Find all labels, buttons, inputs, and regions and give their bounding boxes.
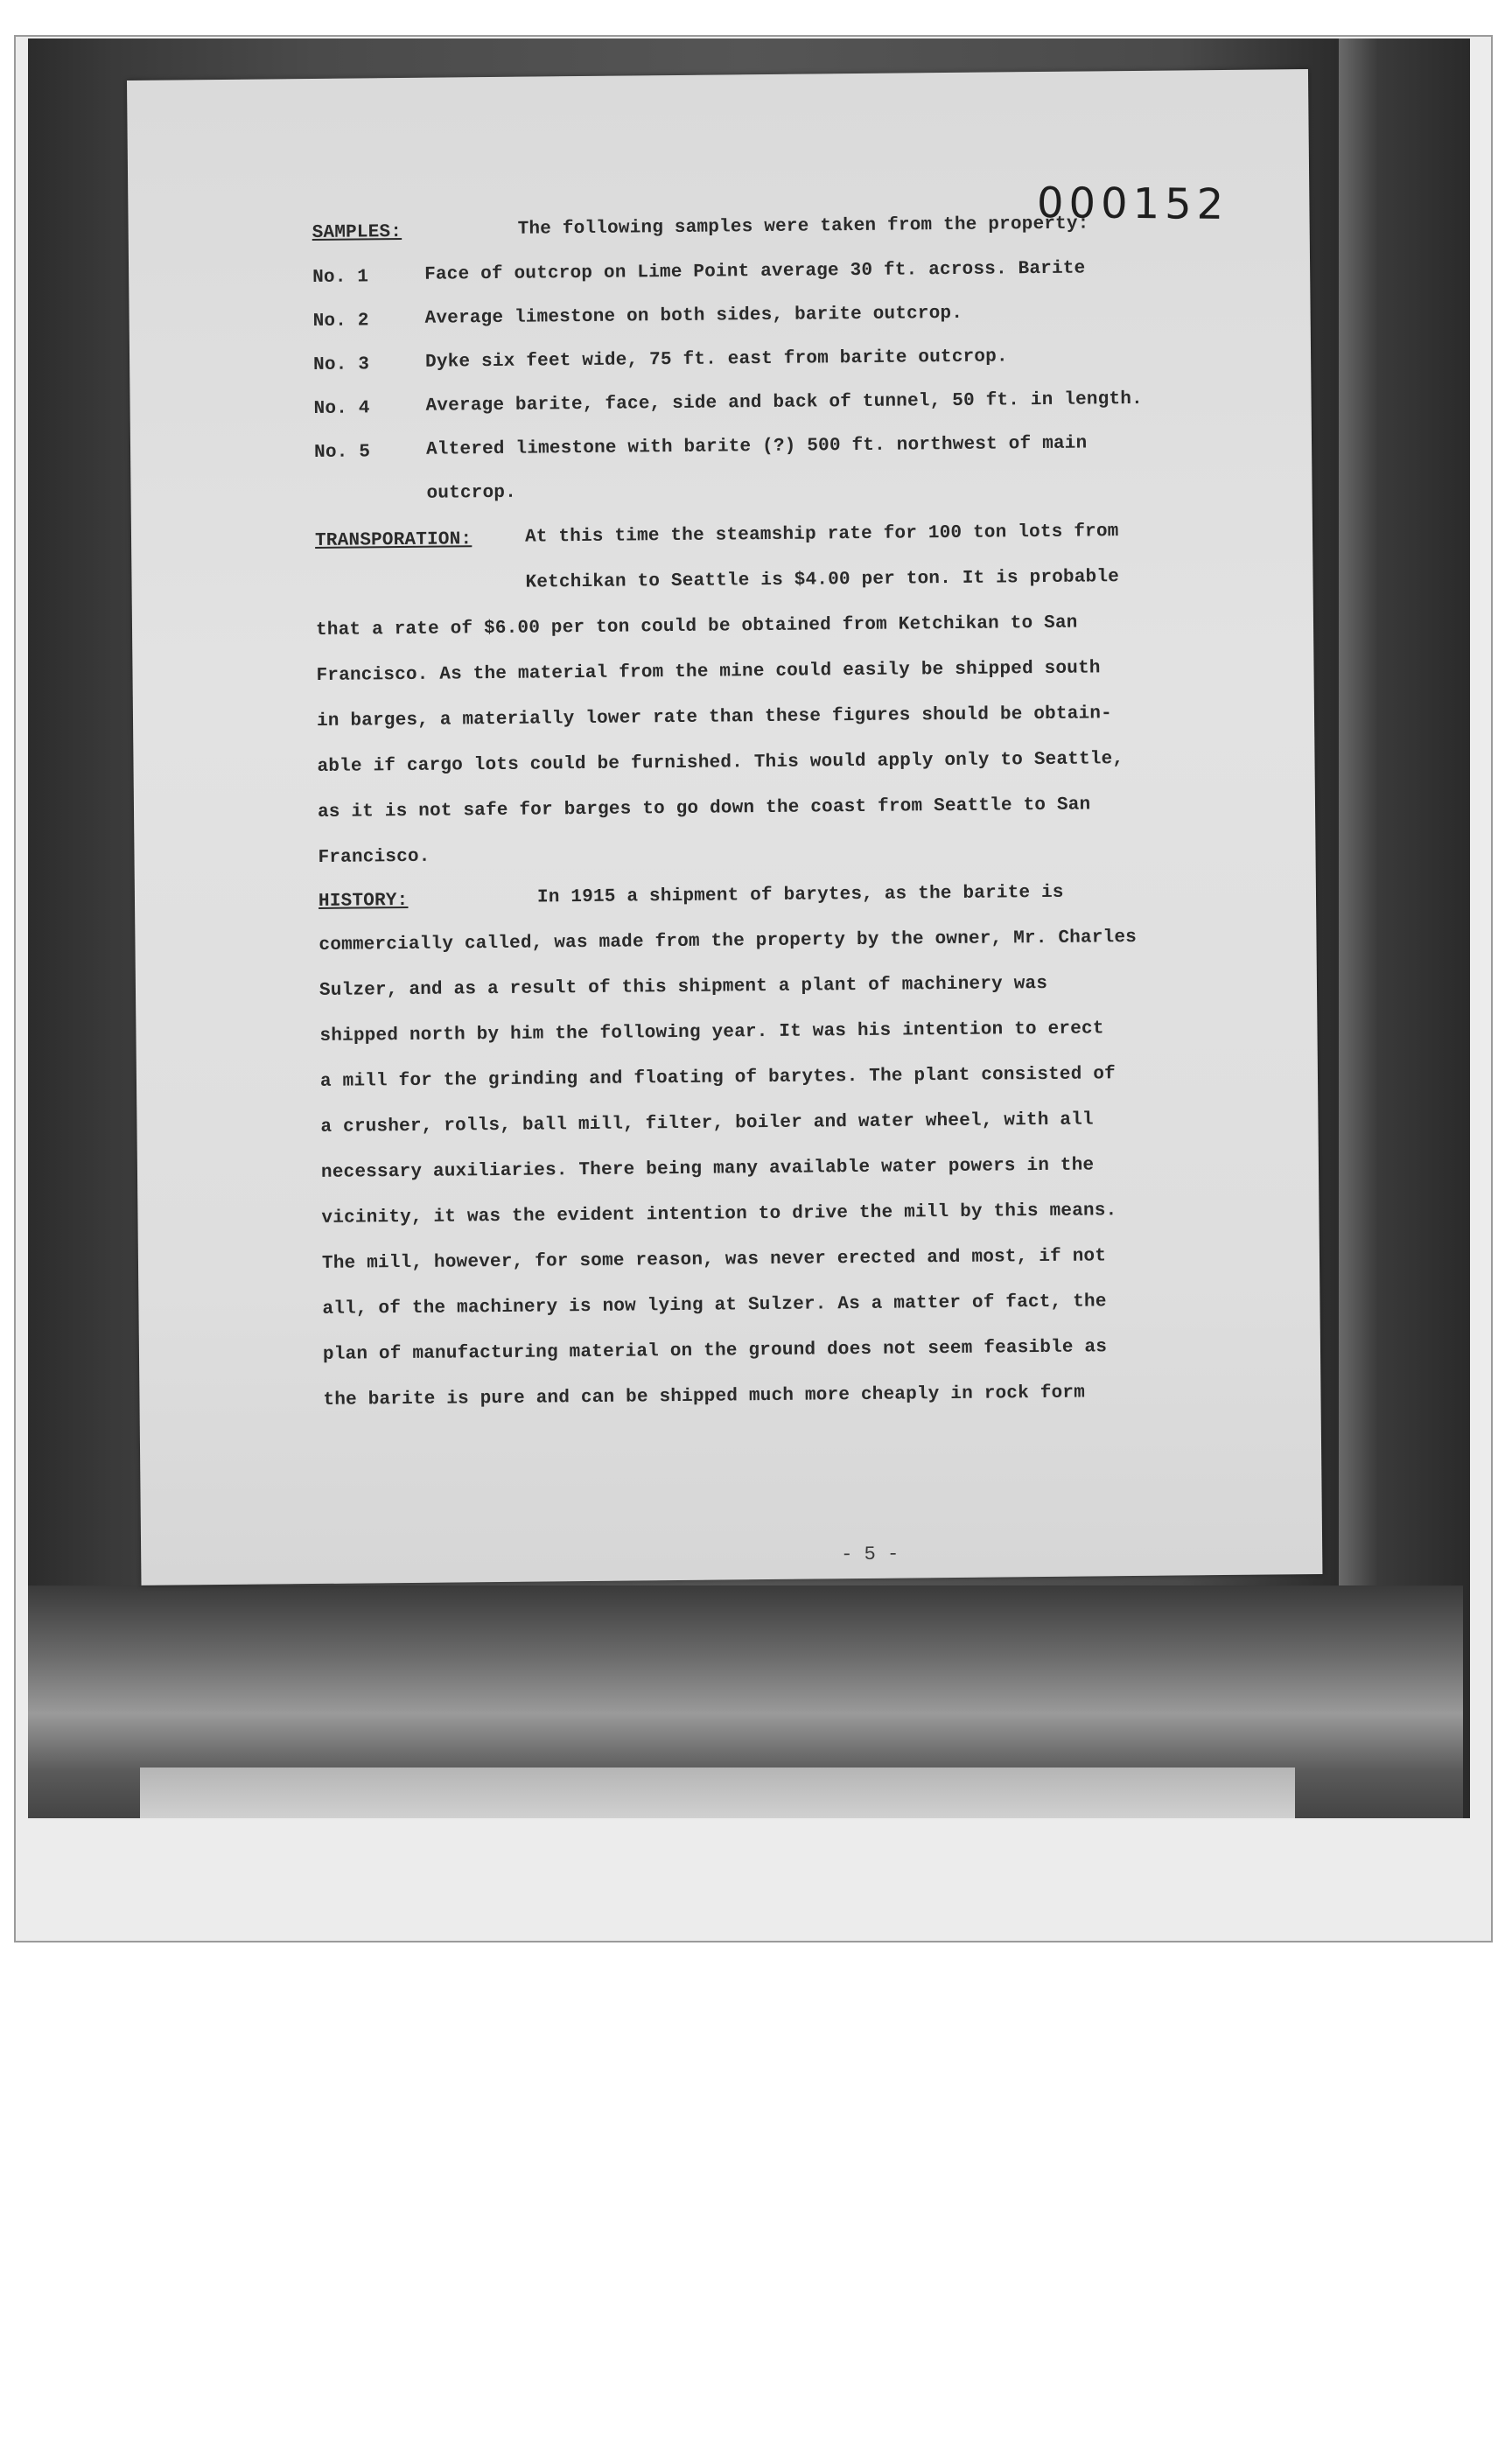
transportation-heading: TRANSPORATION:	[314, 529, 472, 551]
transportation-line-7: as it is not safe for barges to go down the coast from Seattle to San	[317, 794, 1091, 822]
typed-page	[127, 69, 1322, 1586]
history-line-9: The mill, however, for some reason, was never erected and most, if not	[321, 1246, 1107, 1274]
history-line-12: the barite is pure and can be shipped much more cheaply in rock form	[323, 1382, 1086, 1410]
sample-label-5: No. 5	[313, 442, 371, 463]
transportation-line-3: that a rate of $6.00 per ton could be obtained from Ketchikan to San	[315, 612, 1078, 640]
sample-label-4: No. 4	[313, 398, 370, 419]
transportation-line-4: Francisco. As the material from the mine could easily be shipped south	[316, 658, 1101, 686]
transportation-line-1: At this time the steamship rate for 100 ton lots from	[524, 522, 1119, 548]
history-line-11: plan of manufacturing material on the ground does not seem feasible as	[322, 1337, 1108, 1365]
history-line-5: a mill for the grinding and floating of barytes. The plant consisted of	[319, 1064, 1116, 1092]
sample-text-2: Average limestone on both sides, barite outcrop.	[424, 303, 963, 329]
transportation-line-2: Ketchikan to Seattle is $4.00 per ton. It is probable	[525, 567, 1120, 593]
transportation-line-6: able if cargo lots could be furnished. This would apply only to Seattle,	[317, 749, 1124, 777]
page-number: - 5 -	[841, 1543, 900, 1566]
archive-stamp-number: 000152	[1036, 178, 1229, 229]
history-line-3: Sulzer, and as a result of this shipment a plant of machinery was	[318, 973, 1048, 1001]
sample-text-5: Altered limestone with barite (?) 500 ft. northwest of main	[425, 433, 1088, 460]
sample-label-1: No. 1	[312, 267, 369, 288]
transportation-line-8: Francisco.	[318, 846, 430, 868]
sample-text-3: Dyke six feet wide, 75 ft. east from barite outcrop.	[424, 346, 1008, 373]
sample-label-2: No. 2	[312, 311, 369, 332]
history-line-2: commercially called, was made from the property by the owner, Mr. Charles	[318, 927, 1138, 956]
sample-text-1: Face of outcrop on Lime Point average 30 ft. across. Barite	[424, 258, 1086, 285]
history-line-7: necessary auxiliaries. There being many available water powers in the	[320, 1155, 1095, 1183]
history-heading: HISTORY:	[318, 890, 409, 912]
samples-intro: The following samples were taken from the property:	[517, 214, 1089, 240]
history-line-6: a crusher, rolls, ball mill, filter, boiler and water wheel, with all	[320, 1110, 1094, 1138]
samples-heading: SAMPLES:	[312, 221, 402, 243]
history-line-4: shipped north by him the following year. It was his intention to erect	[319, 1018, 1104, 1046]
scan-backdrop-right-edge	[1339, 38, 1470, 1818]
history-line-1: In 1915 a shipment of barytes, as the barite is	[536, 882, 1064, 908]
scan-backdrop-bottom-light	[140, 1768, 1295, 1818]
sample-text-4: Average barite, face, side and back of tunnel, 50 ft. in length.	[425, 388, 1144, 416]
history-line-10: all, of the machinery is now lying at Sulzer. As a matter of fact, the	[322, 1292, 1107, 1320]
history-line-8: vicinity, it was the evident intention to drive the mill by this means.	[321, 1200, 1117, 1228]
sample-label-3: No. 3	[313, 354, 370, 375]
transportation-line-5: in barges, a materially lower rate than these figures should be obtain-	[316, 704, 1113, 732]
sample-text-5-continued: outcrop.	[426, 482, 517, 504]
